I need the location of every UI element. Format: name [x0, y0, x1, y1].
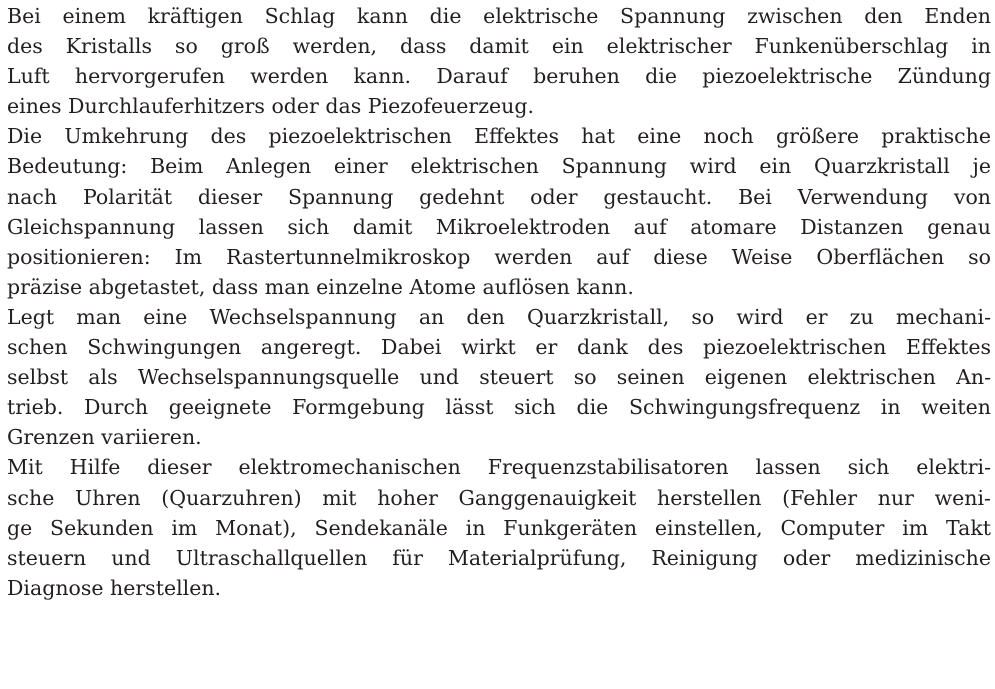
- text-line: sche Uhren (Quarzuhren) mit hoher Ganggenauigkeit herstellen (Fehler nur weni-: [7, 485, 991, 510]
- text-line: Die Umkehrung des piezoelektrischen Effektes hat eine noch größere praktische: [7, 124, 991, 149]
- paragraph-4: [7, 452, 991, 602]
- text-line: schen Schwingungen angeregt. Dabei wirkt er dank des piezoelektrischen Effektes: [7, 335, 991, 360]
- paragraph-3: [7, 302, 991, 452]
- text-line: ge Sekunden im Monat), Sendekanäle in Funkgeräten einstellen, Computer im Takt: [7, 515, 991, 540]
- text-line: Diagnose herstellen.: [7, 575, 222, 600]
- text-line: Gleichspannung lassen sich damit Mikroelektroden auf atomare Distanzen genau: [7, 214, 991, 239]
- text-line: positionieren: Im Rastertunnelmikroskop werden auf diese Weise Oberflächen so: [7, 244, 991, 269]
- paragraph-2: [7, 121, 991, 302]
- text-line: trieb. Durch geeignete Formgebung lässt sich die Schwingungsfrequenz in weiten: [7, 395, 991, 420]
- text-line: Legt man eine Wechselspannung an den Quarzkristall, so wird er zu mechani-: [7, 304, 991, 329]
- text-line: eines Durchlauferhitzers oder das Piezofeuerzeug.: [7, 94, 534, 119]
- text-line: steuern und Ultraschallquellen für Materialprüfung, Reinigung oder medizinische: [7, 545, 991, 570]
- text-line: selbst als Wechselspannungsquelle und steuert so seinen eigenen elektrischen An-: [7, 365, 991, 390]
- text-line: Grenzen variieren.: [7, 425, 202, 450]
- text-line: präzise abgetastet, dass man einzelne Atome auflösen kann.: [7, 274, 634, 299]
- text-line: Bei einem kräftigen Schlag kann die elektrische Spannung zwischen den Enden: [7, 4, 991, 28]
- text-line: Mit Hilfe dieser elektromechanischen Frequenzstabilisatoren lassen sich elektri-: [7, 455, 991, 480]
- text-line: des Kristalls so groß werden, dass damit ein elektrischer Funkenüberschlag in: [7, 34, 991, 59]
- paragraph-1: [7, 1, 991, 121]
- text-line: Bedeutung: Beim Anlegen einer elektrischen Spannung wird ein Quarzkristall je: [7, 154, 991, 179]
- text-line: Luft hervorgerufen werden kann. Darauf beruhen die piezoelektrische Zündung: [7, 64, 991, 89]
- text-line: nach Polarität dieser Spannung gedehnt oder gestaucht. Bei Verwendung von: [7, 184, 991, 209]
